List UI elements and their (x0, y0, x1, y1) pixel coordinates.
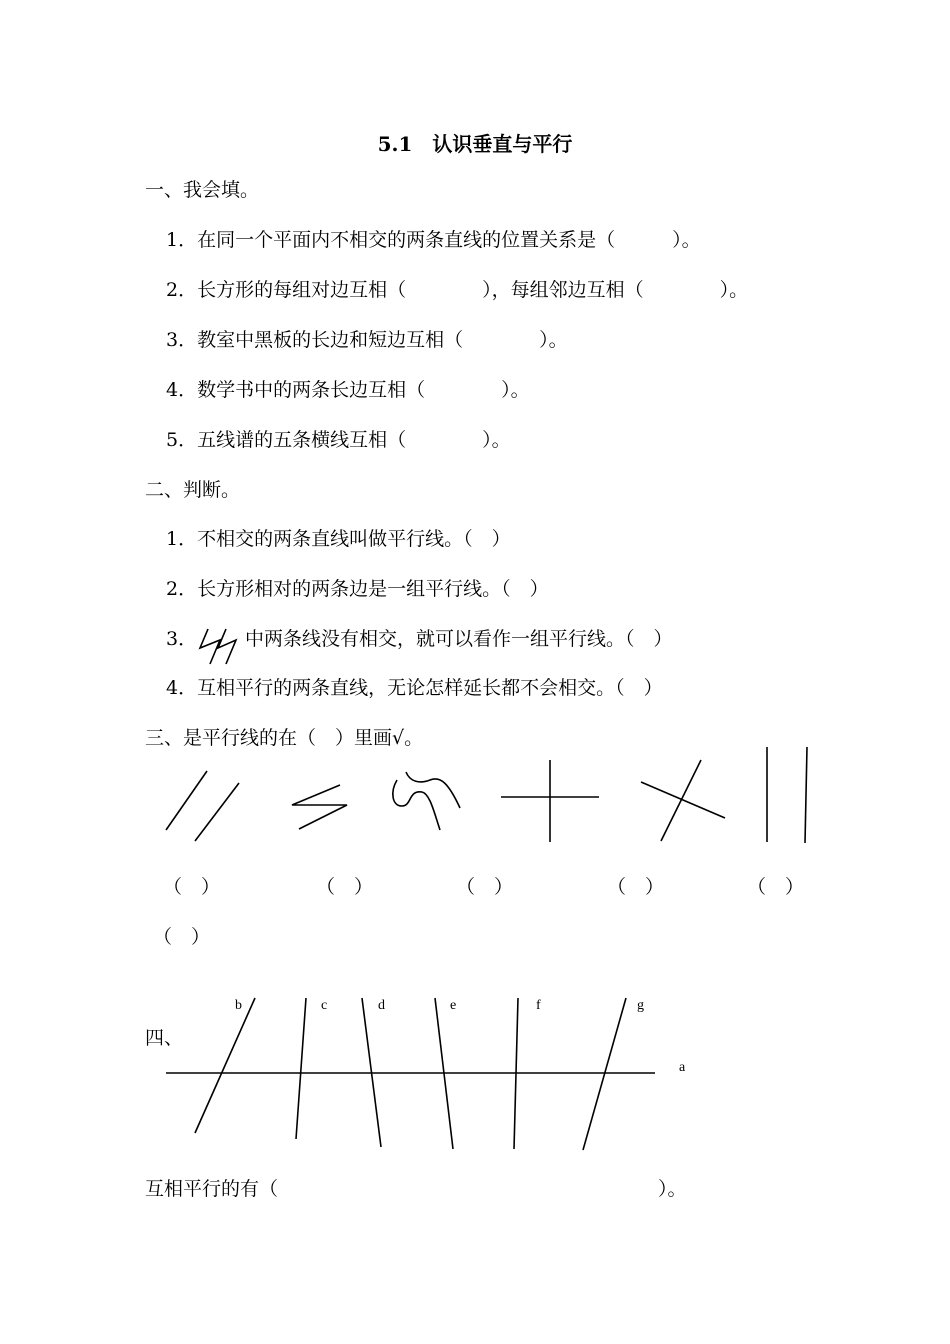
label-b: b (235, 998, 242, 1013)
fill-item-3: 3．教室中黑板的长边和短边互相（ ）。 (166, 329, 568, 351)
section3-heading: 三、是平行线的在（ ）里画√。 (145, 727, 424, 749)
parallel-answer[interactable]: 互相平行的有（ ）。 (145, 1178, 687, 1200)
label-a: a (679, 1060, 686, 1075)
label-g: g (637, 998, 644, 1013)
answer-blank-6[interactable]: （ ） (153, 926, 211, 948)
answer-blank-1[interactable]: （ ） (163, 876, 221, 898)
answer-blank-3[interactable]: （ ） (456, 876, 514, 898)
label-d: d (378, 998, 385, 1013)
judge-item-3-number: 3． (166, 628, 198, 650)
fill-item-4: 4．数学书中的两条长边互相（ ）。 (166, 379, 530, 401)
judge-item-4: 4．互相平行的两条直线，无论怎样延长都不会相交。（ ） (166, 677, 663, 699)
judge-item-3-text: 中两条线没有相交，就可以看作一组平行线。（ ） (245, 628, 673, 650)
judge-item-2: 2．长方形相对的两条边是一组平行线。（ ） (166, 578, 549, 600)
fill-item-2: 2．长方形的每组对边互相（ ），每组邻边互相（ ）。 (166, 279, 749, 301)
label-f: f (536, 998, 541, 1013)
page-title: 5.1 认识垂直与平行 (377, 132, 573, 156)
label-e: e (450, 998, 457, 1013)
line-b (195, 998, 255, 1133)
line-c (296, 998, 306, 1139)
answer-blank-5[interactable]: （ ） (747, 876, 805, 898)
answer-blank-4[interactable]: （ ） (607, 876, 665, 898)
line-g (583, 998, 626, 1150)
section1-heading: 一、我会填。 (145, 179, 260, 201)
fill-item-5: 5．五线谱的五条横线互相（ ）。 (166, 429, 511, 451)
answer-blank-2[interactable]: （ ） (316, 876, 374, 898)
section4-heading: 四、 (145, 1027, 184, 1049)
label-c: c (321, 998, 328, 1013)
fill-item-1: 1．在同一个平面内不相交的两条直线的位置关系是（ ）。 (166, 229, 701, 251)
section2-heading: 二、判断。 (145, 479, 241, 501)
judge-item-1: 1．不相交的两条直线叫做平行线。（ ） (166, 528, 511, 550)
